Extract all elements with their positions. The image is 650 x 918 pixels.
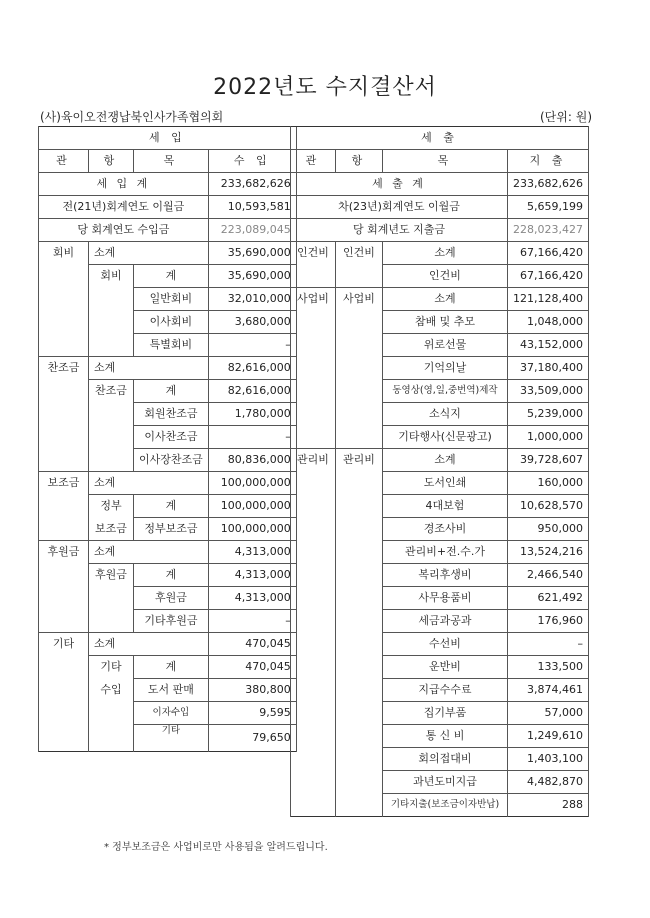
mok-label: 기타행사(신문광고) — [383, 426, 508, 449]
unit-label: (단위: 원) — [540, 110, 592, 124]
col-hang: 항 — [89, 150, 134, 173]
page-title: 2022년도 수지결산서 — [213, 75, 437, 100]
mok-label: 위로선물 — [383, 334, 508, 357]
income-group-label: 후원금 — [39, 541, 89, 564]
gye-label: 계 — [134, 265, 209, 288]
mok-value: 79,650 — [208, 725, 296, 752]
mok-label: 도서 판매 — [134, 679, 209, 702]
mok-label: 집기부품 — [383, 702, 508, 725]
income-header: 세 입 — [39, 127, 297, 150]
col-gwan: 관 — [39, 150, 89, 173]
mok-value: 621,492 — [508, 587, 589, 610]
subtotal-label: 소계 — [89, 633, 209, 656]
income-carry: 10,593,581 — [208, 196, 296, 219]
mok-value: 1,249,610 — [508, 725, 589, 748]
subtotal-label: 소계 — [89, 472, 209, 495]
gye-label: 계 — [134, 656, 209, 679]
mok-label: 통 신 비 — [383, 725, 508, 748]
subtotal-value: 35,690,000 — [208, 242, 296, 265]
mok-label: 관리비+전.수.가 — [383, 541, 508, 564]
gye-value: 82,616,000 — [208, 380, 296, 403]
expense-carry: 5,659,199 — [508, 196, 589, 219]
hang-label: 정부 — [89, 495, 134, 518]
subtotal-value: 82,616,000 — [208, 357, 296, 380]
mok-value: 3,680,000 — [208, 311, 296, 334]
mok-value: 4,482,870 — [508, 771, 589, 794]
mok-label: 기타지출(보조금이자반납) — [383, 794, 508, 817]
col-mok: 목 — [383, 150, 508, 173]
mok-label: 후원금 — [134, 587, 209, 610]
gye-label: 계 — [134, 564, 209, 587]
hang-label: 후원금 — [89, 564, 134, 587]
income-table — [38, 126, 297, 752]
income-group-label: 기타 — [39, 633, 89, 656]
mok-label: 회의접대비 — [383, 748, 508, 771]
expense-carry-label: 차(23년)회계연도 이월금 — [291, 196, 508, 219]
mok-value: 3,874,461 — [508, 679, 589, 702]
mok-label: 소계 — [383, 288, 508, 311]
mok-value: 2,466,540 — [508, 564, 589, 587]
mok-value: 9,595 — [208, 702, 296, 725]
mok-label: 경조사비 — [383, 518, 508, 541]
hang-label: 찬조금 — [89, 380, 134, 403]
subtotal-label: 소계 — [89, 541, 209, 564]
hang-label: 수입 — [89, 679, 134, 702]
mok-label: 기억의날 — [383, 357, 508, 380]
subtotal-value: 4,313,000 — [208, 541, 296, 564]
mok-value: 39,728,607 — [508, 449, 589, 472]
mok-value: 32,010,000 — [208, 288, 296, 311]
mok-label: 이사찬조금 — [134, 426, 209, 449]
mok-value: – — [208, 426, 296, 449]
hang-label: 기타 — [89, 656, 134, 679]
mok-label: 복리후생비 — [383, 564, 508, 587]
mok-value: 13,524,216 — [508, 541, 589, 564]
col-amount: 지 출 — [508, 150, 589, 173]
mok-label: 일반회비 — [134, 288, 209, 311]
mok-value: 5,239,000 — [508, 403, 589, 426]
mok-value: 133,500 — [508, 656, 589, 679]
hang-label: 보조금 — [89, 518, 134, 541]
mok-label: 4대보험 — [383, 495, 508, 518]
expense-group-label: 관리비 — [291, 449, 336, 472]
col-hang: 항 — [336, 150, 383, 173]
mok-label: 특별회비 — [134, 334, 209, 357]
mok-value: 37,180,400 — [508, 357, 589, 380]
income-group-label: 회비 — [39, 242, 89, 265]
gye-value: 4,313,000 — [208, 564, 296, 587]
subtotal-value: 470,045 — [208, 633, 296, 656]
subtotal-value: 100,000,000 — [208, 472, 296, 495]
mok-label: 사무용품비 — [383, 587, 508, 610]
mok-label: 도서인쇄 — [383, 472, 508, 495]
gye-value: 100,000,000 — [208, 495, 296, 518]
subtotal-label: 소계 — [89, 242, 209, 265]
expense-current: 228,023,427 — [508, 219, 589, 242]
income-group-label: 보조금 — [39, 472, 89, 495]
mok-value: – — [208, 334, 296, 357]
mok-value: 380,800 — [208, 679, 296, 702]
mok-value: 67,166,420 — [508, 242, 589, 265]
mok-label: 운반비 — [383, 656, 508, 679]
expense-total: 233,682,626 — [508, 173, 589, 196]
mok-value: 57,000 — [508, 702, 589, 725]
mok-value: 33,509,000 — [508, 380, 589, 403]
mok-value: 950,000 — [508, 518, 589, 541]
expense-header: 세 출 — [291, 127, 589, 150]
mok-value: 1,780,000 — [208, 403, 296, 426]
mok-label: 세금과공과 — [383, 610, 508, 633]
expense-total-label: 세 출 계 — [291, 173, 508, 196]
gye-value: 35,690,000 — [208, 265, 296, 288]
gye-label: 계 — [134, 495, 209, 518]
gye-label: 계 — [134, 380, 209, 403]
income-group-label: 찬조금 — [39, 357, 89, 380]
mok-label: 소계 — [383, 449, 508, 472]
expense-current-label: 당 회계년도 지출금 — [291, 219, 508, 242]
income-current-label: 당 회계연도 수입금 — [39, 219, 209, 242]
mok-value: 67,166,420 — [508, 265, 589, 288]
mok-label: 과년도미지급 — [383, 771, 508, 794]
mok-label: 기타 — [134, 725, 209, 752]
col-amount: 수 입 — [208, 150, 296, 173]
mok-value: 1,000,000 — [508, 426, 589, 449]
income-total: 233,682,626 — [208, 173, 296, 196]
mok-value: – — [208, 610, 296, 633]
mok-value: 80,836,000 — [208, 449, 296, 472]
mok-value: 176,960 — [508, 610, 589, 633]
mok-value: 4,313,000 — [208, 587, 296, 610]
mok-label: 이사장찬조금 — [134, 449, 209, 472]
expense-group-label: 인건비 — [291, 242, 336, 265]
subtotal-label: 소계 — [89, 357, 209, 380]
expense-table — [290, 126, 589, 817]
mok-label: 소계 — [383, 242, 508, 265]
expense-group-label: 사업비 — [291, 288, 336, 311]
mok-label: 소식지 — [383, 403, 508, 426]
mok-label: 이자수입 — [134, 702, 209, 725]
mok-label: 기타후원금 — [134, 610, 209, 633]
col-mok: 목 — [134, 150, 209, 173]
income-current: 223,089,045 — [208, 219, 296, 242]
organization-name: (사)육이오전쟁납북인사가족협의회 — [40, 110, 224, 124]
hang-label: 회비 — [89, 265, 134, 288]
mok-value: 160,000 — [508, 472, 589, 495]
footnote: * 정부보조금은 사업비로만 사용됨을 알려드립니다. — [104, 842, 328, 853]
mok-label: 인건비 — [383, 265, 508, 288]
mok-label: 정부보조금 — [134, 518, 209, 541]
mok-value: 1,403,100 — [508, 748, 589, 771]
mok-value: 100,000,000 — [208, 518, 296, 541]
mok-value: 121,128,400 — [508, 288, 589, 311]
mok-label: 지급수수료 — [383, 679, 508, 702]
mok-label: 회원찬조금 — [134, 403, 209, 426]
mok-label: 동영상(영,일,중번역)제작 — [383, 380, 508, 403]
mok-label: 수선비 — [383, 633, 508, 656]
gye-value: 470,045 — [208, 656, 296, 679]
mok-value: 10,628,570 — [508, 495, 589, 518]
col-gwan: 관 — [291, 150, 336, 173]
mok-value: 1,048,000 — [508, 311, 589, 334]
mok-value: – — [508, 633, 589, 656]
hang-label: 사업비 — [336, 288, 383, 311]
hang-label: 인건비 — [336, 242, 383, 265]
income-carry-label: 전(21년)회계연도 이월금 — [39, 196, 209, 219]
mok-value: 43,152,000 — [508, 334, 589, 357]
hang-label: 관리비 — [336, 449, 383, 472]
income-total-label: 세 입 계 — [39, 173, 209, 196]
mok-label: 이사회비 — [134, 311, 209, 334]
mok-value: 288 — [508, 794, 589, 817]
mok-label: 참배 및 추모 — [383, 311, 508, 334]
